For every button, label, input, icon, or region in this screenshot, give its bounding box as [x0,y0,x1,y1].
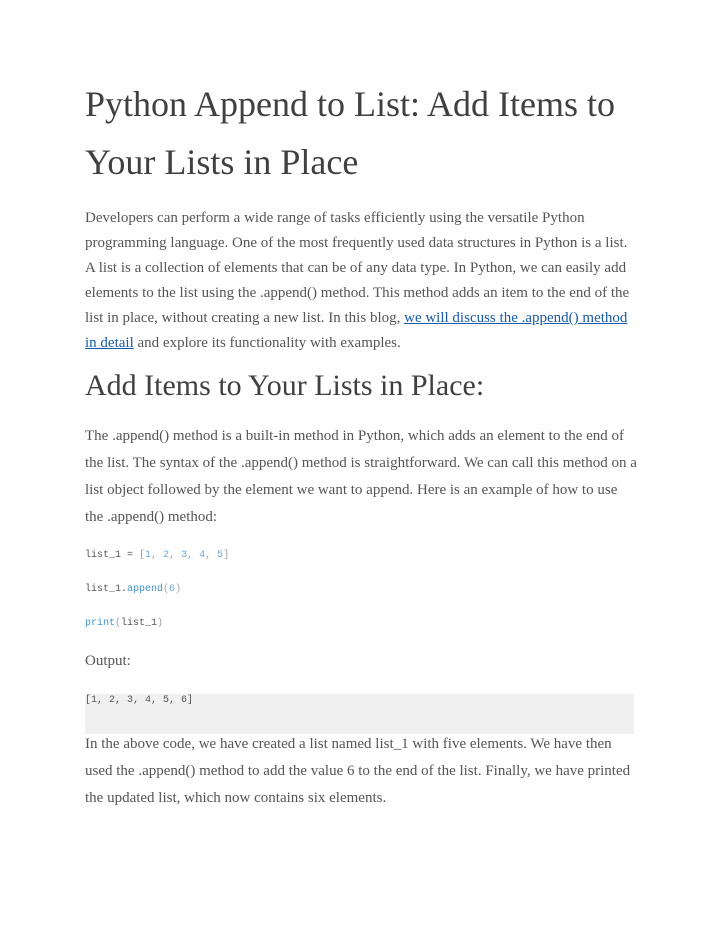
code-number: 5 [217,550,224,561]
code-number: 2 [163,550,170,561]
output-label: Output: [85,653,131,669]
code-separator: , [151,550,164,561]
output-text: [1, 2, 3, 4, 5, 6] [85,695,194,706]
intro-paragraph [85,206,637,356]
code-line-list-definition [85,549,229,563]
code-variable: list_1 [85,550,122,561]
code-paren-close: ) [175,584,182,595]
code-number: 4 [199,550,206,561]
code-operator: = [121,550,140,561]
code-paren-open: ( [115,618,122,629]
code-number: 3 [181,550,188,561]
code-bracket-open: [ [139,550,146,561]
section-paragraph: The .append() method is a built-in method in Python, which adds an element to the end of the list. The syntax of the .append() method is straightforward. We can call this method on a list object followed by the element we want to append. Here is an example of how to use the .append() method: [85,428,637,525]
code-separator: , [205,550,218,561]
code-method: append [127,584,164,595]
code-argument: list_1 [121,618,158,629]
code-number: 1 [145,550,152,561]
output-block [85,694,634,734]
conclusion-paragraph: In the above code, we have created a list named list_1 with five elements. We have then used the .append() method to add the value 6 to the end of the list. Finally, we have printed the updated list, which now contains six elements. [85,736,631,806]
code-function: print [85,618,116,629]
code-line-print-call [85,617,163,631]
section-heading: Add Items to Your Lists in Place: [85,369,485,402]
intro-text: Developers can perform a wide range of tasks efficiently using the versatile Python programming language. One of the most frequently used data structures in Python is a list. A list is a collection of elements that can be of any data type. In Python, we can easily add elements to the list using the .append() method. This method adds an item to the end of the list in place, without creating a new list. In this blog, [85,210,630,326]
code-paren-close: ) [157,618,164,629]
code-variable: list_1. [85,584,128,595]
code-number: 6 [169,584,176,595]
code-separator: , [169,550,182,561]
code-line-append-call [85,583,181,597]
intro-text-end: and explore its functionality with examples. [133,335,401,351]
code-bracket-close: ] [223,550,230,561]
append-method-detail-link[interactable]: we will discuss the .append() method in detail [85,310,628,351]
code-paren-open: ( [163,584,170,595]
page-title: Python Append to List: Add Items to Your Lists in Place [85,84,616,182]
code-separator: , [187,550,200,561]
